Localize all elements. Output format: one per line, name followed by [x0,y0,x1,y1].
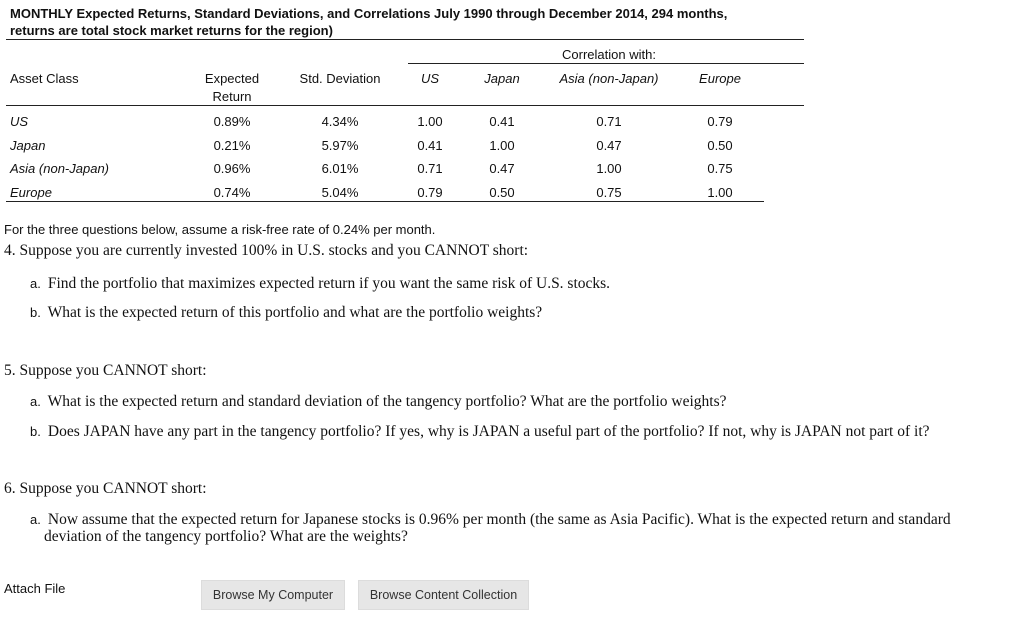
question-4b [30,304,542,322]
row-corr-us: 1.00 [417,114,443,129]
row-corr-europe: 1.00 [707,185,733,200]
row-corr-asia: 0.47 [596,138,622,153]
row-name: Europe [10,185,52,200]
row-corr-asia: 1.00 [596,161,622,176]
question-4b-text: What is the expected return of this portfolio and what are the portfolio weights? [47,304,543,321]
row-corr-europe: 0.75 [707,161,733,176]
header-rule [6,105,804,106]
question-5a-text: What is the expected return and standard deviation of the tangency portfolio? What are the portfolio weights? [47,393,727,410]
page-title [10,5,727,39]
question-6a-text-line-1: Now assume that the expected return for Japanese stocks is 0.96% per month (the same as Asia Pacific). What is the expected return and standard [47,511,951,528]
row-corr-asia: 0.75 [596,185,622,200]
correlation-header: Correlation with: [562,47,656,62]
question-6a-label: a. [30,512,41,527]
row-corr-us: 0.79 [417,185,443,200]
row-std-dev: 5.04% [321,185,359,200]
question-5b-label: b. [30,424,41,439]
question-4a [30,275,610,293]
row-name: Japan [10,138,46,153]
question-4a-label: a. [30,276,41,291]
question-5a [30,393,727,411]
question-6: 6. Suppose you CANNOT short: [4,480,207,497]
row-name: Asia (non-Japan) [10,161,109,176]
row-corr-europe: 0.79 [707,114,733,129]
header-std-dev: Std. Deviation [299,71,381,86]
header-expected: Expected [204,71,260,86]
risk-free-note: For the three questions below, assume a risk-free rate of 0.24% per month. [4,222,436,237]
table-bottom-rule [6,201,764,202]
title-line-2: returns are total stock market returns for the region) [10,23,333,38]
browse-content-collection-button[interactable]: Browse Content Collection [358,580,529,610]
row-name: US [10,114,29,129]
row-expected: 0.74% [213,185,251,200]
row-corr-europe: 0.50 [707,138,733,153]
correlation-rule [408,63,804,64]
header-japan: Japan [484,71,520,86]
attach-file-label: Attach File [4,581,66,596]
question-4a-text: Find the portfolio that maximizes expected return if you want the same risk of U.S. stocks. [47,275,611,292]
header-europe: Europe [699,71,741,86]
question-6a [30,511,951,529]
question-6a-text-line-2: deviation of the tangency portfolio? What are the weights? [44,528,408,545]
row-corr-asia: 0.71 [596,114,622,129]
row-expected: 0.21% [213,138,251,153]
row-corr-japan: 0.41 [489,114,515,129]
row-expected: 0.96% [213,161,251,176]
question-5b [30,423,930,441]
question-4b-label: b. [30,305,41,320]
row-corr-japan: 0.47 [489,161,515,176]
header-us: US [420,71,440,86]
question-5b-text: Does JAPAN have any part in the tangency portfolio? If yes, why is JAPAN a useful part of the portfolio? If not, why is JAPAN not part of it? [47,423,930,440]
header-asset-class: Asset Class [10,71,79,86]
title-rule [6,39,804,40]
row-std-dev: 6.01% [321,161,359,176]
row-corr-us: 0.41 [417,138,443,153]
row-corr-japan: 0.50 [489,185,515,200]
row-corr-japan: 1.00 [489,138,515,153]
question-4: 4. Suppose you are currently invested 100% in U.S. stocks and you CANNOT short: [4,242,529,259]
header-return: Return [212,89,252,104]
question-5a-label: a. [30,394,41,409]
question-5: 5. Suppose you CANNOT short: [4,362,207,379]
header-asia: Asia (non-Japan) [559,71,659,86]
title-line-1: MONTHLY Expected Returns, Standard Deviations, and Correlations July 1990 through December 2014, 294 months, [10,6,728,21]
row-corr-us: 0.71 [417,161,443,176]
row-expected: 0.89% [213,114,251,129]
browse-my-computer-button[interactable]: Browse My Computer [201,580,345,610]
row-std-dev: 4.34% [321,114,359,129]
row-std-dev: 5.97% [321,138,359,153]
